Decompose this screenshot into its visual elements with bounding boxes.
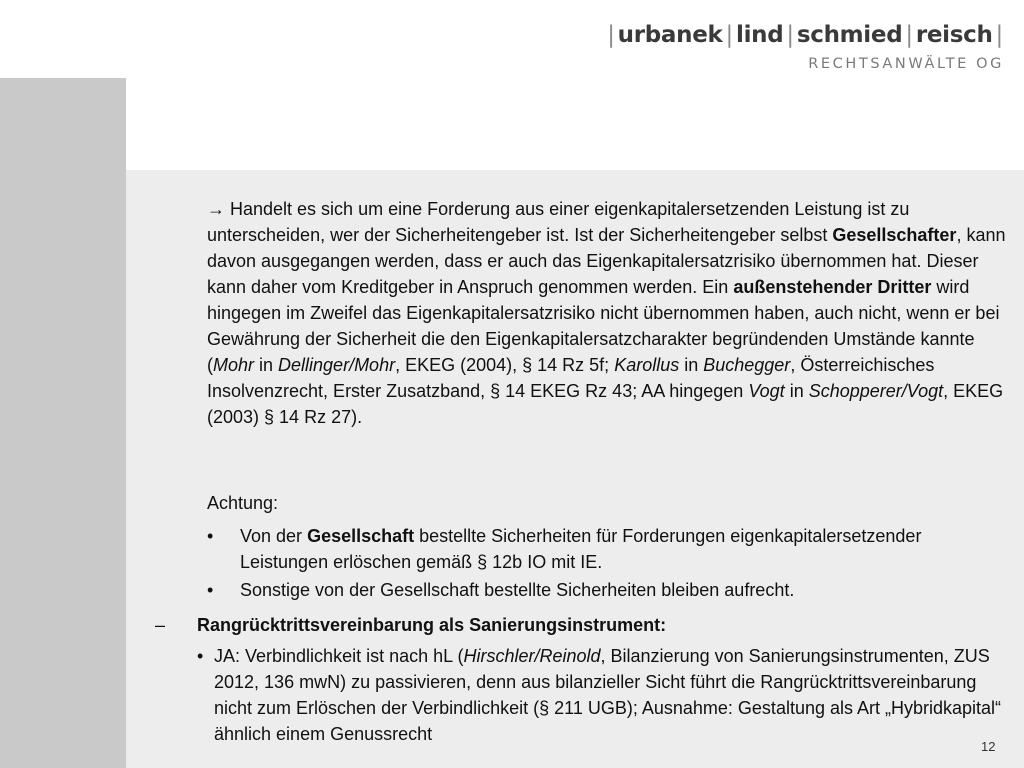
text-run: außenstehender Dritter (733, 277, 932, 297)
bullet-item-1 (207, 523, 1000, 575)
text-run: bestellte Sicherheiten für Forderungen eigenkapitalersetzender Leistungen erlöschen gemäß § 12b IO mit IE. (240, 526, 922, 572)
bullet-item-1-text (240, 526, 921, 572)
main-paragraph-text (207, 199, 1005, 427)
logo-separator: | (725, 22, 733, 48)
logo-subtitle: RECHTSANWÄLTE OG (808, 56, 1004, 72)
text-run: , EKEG (2004), § 14 Rz 5f; (395, 355, 615, 375)
bullet-icon: • (207, 526, 214, 546)
text-run: Buchegger (703, 355, 791, 375)
logo-name-urbanek: urbanek (617, 22, 723, 48)
logo-firm-names (604, 22, 1006, 48)
logo-name-reisch: reisch (915, 22, 993, 48)
text-run: Schopperer/Vogt (808, 381, 944, 401)
text-run: , Bilanzierung von Sanierungsinstrumenten, ZUS 2012, 136 mwN) zu passivieren, denn aus bilanzieller Sicht führt die Rangrücktrittsvereinbarung nicht zum Erlöschen der Verbindlichkeit (§ 211 UGB); Ausnahme: Gestaltung als Art „Hybridkapital“ ähnlich einem Genussrecht (214, 646, 1002, 744)
text-run: , kann davon ausgegangen werden, dass er auch das Eigenkapitalersatzrisiko übernommen hat. Dieser kann daher vom Kreditgeber in Anspruch genommen werden. Ein (207, 225, 1006, 297)
logo-separator: | (786, 22, 794, 48)
bullet-item-3-text (214, 646, 1001, 744)
logo-name-schmied: schmied (796, 22, 903, 48)
bullet-item-2-text: Sonstige von der Gesellschaft bestellte Sicherheiten bleiben aufrecht. (240, 580, 795, 600)
achtung-label: Achtung: (207, 493, 279, 513)
page-number: 12 (981, 739, 996, 754)
text-run: Von der (240, 526, 308, 546)
bullet-item-2 (207, 577, 1000, 603)
bullet-icon: • (207, 580, 214, 600)
arrow-icon: → (207, 199, 225, 219)
text-run: , Österreichisches Insolvenzrecht, Erster Zusatzband, § 14 EKEG Rz 43; AA hingegen (207, 355, 935, 401)
logo-separator: | (905, 22, 913, 48)
left-gray-bar (0, 78, 126, 768)
main-paragraph (207, 196, 1012, 430)
text-run: Gesellschaft (307, 526, 415, 546)
text-run: Vogt (748, 381, 785, 401)
text-run: Karollus (614, 355, 680, 375)
firm-logo (604, 22, 1006, 72)
text-run: Gesellschafter (832, 225, 957, 245)
text-run: in (784, 381, 809, 401)
text-run: Hirschler/Reinold (463, 646, 601, 666)
text-run: in (679, 355, 704, 375)
text-run: Handelt es sich um eine Forderung aus einer eigenkapitalersetzenden Leistung ist zu unterscheiden, wer der Sicherheitengeber ist. Ist der Sicherheitengeber selbst (207, 199, 910, 245)
text-run: JA: Verbindlichkeit ist nach hL ( (214, 646, 464, 666)
dash-icon: – (155, 615, 166, 635)
text-run: Dellinger/Mohr (278, 355, 396, 375)
text-run: Mohr (213, 355, 255, 375)
dash-heading (155, 612, 985, 638)
bullet-item-3 (197, 643, 1004, 747)
text-run: in (254, 355, 279, 375)
text-run: wird hingegen im Zweifel das Eigenkapitalersatzrisiko nicht übernommen haben, auch nicht, wenn er bei Gewährung der Sicherheit die den Eigenkapitalersatzcharakter begründenden Umstände kannte ( (207, 277, 1000, 375)
logo-name-lind: lind (735, 22, 784, 48)
bullet-icon: • (197, 646, 204, 666)
text-run: , EKEG (2003) § 14 Rz 27). (207, 381, 1004, 427)
logo-separator: | (995, 22, 1003, 48)
dash-heading-text: Rangrücktrittsvereinbarung als Sanierungsinstrument: (197, 615, 667, 635)
logo-separator: | (607, 22, 615, 48)
